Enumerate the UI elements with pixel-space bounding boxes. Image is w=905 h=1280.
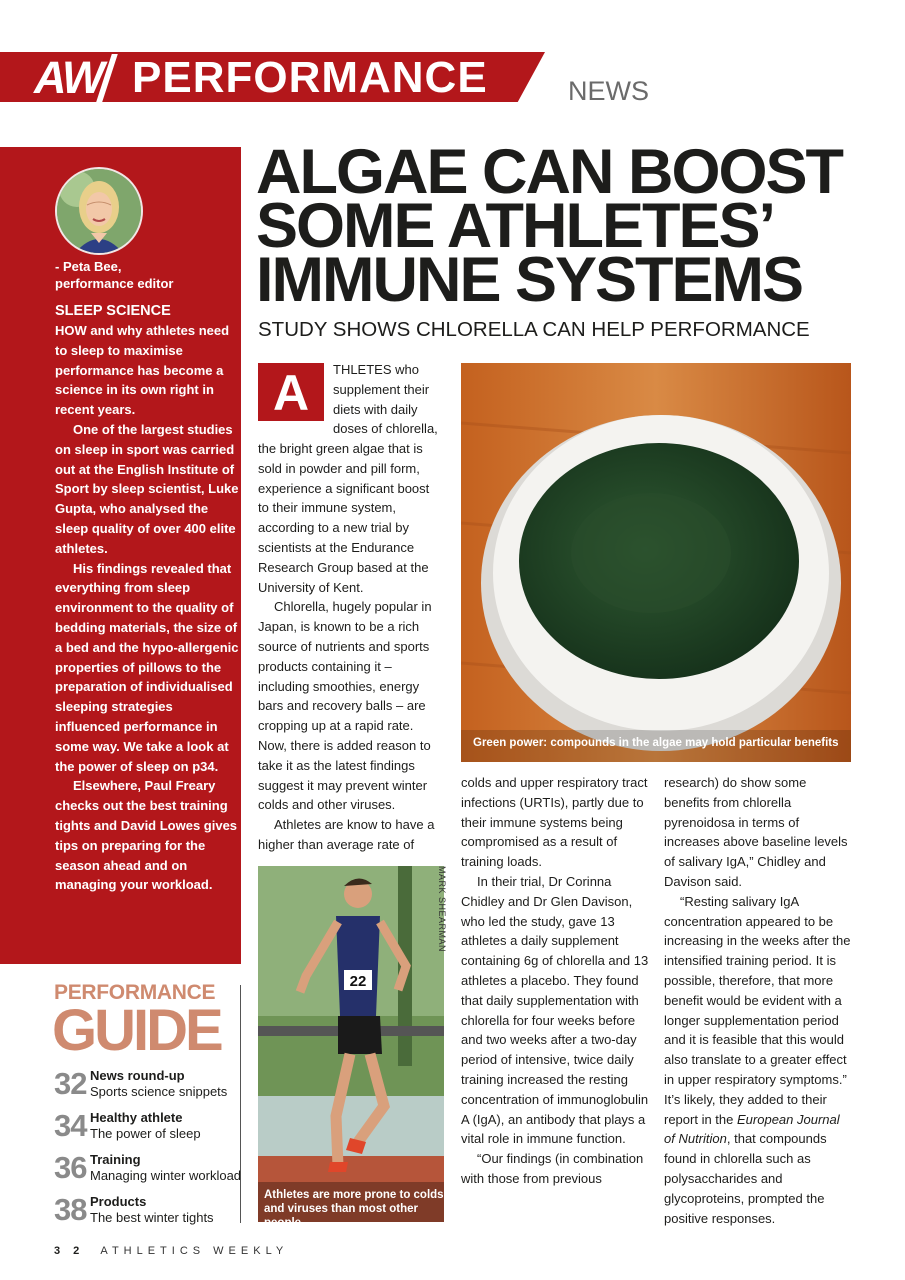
guide-item-title[interactable]: Training [90,1152,141,1167]
page-footer [54,1245,288,1257]
headline-line: ALGAE CAN BOOST [256,137,843,207]
sidebar-heading: SLEEP SCIENCE [55,303,171,319]
photo-credit: MARK SHEARMAN [437,866,447,953]
runner-photo [258,866,444,1222]
guide-item-title[interactable]: News round-up [90,1068,185,1083]
guide-item-sub: The power of sleep [90,1126,201,1141]
guide-title: PERFORMANCE [54,981,216,1004]
article-subhead: STUDY SHOWS CHLORELLA CAN HELP PERFORMANCE [258,318,810,341]
journal-title: European Journal of Nutrition [664,1111,840,1147]
drop-cap: A [258,363,324,421]
guide-item-title[interactable]: Products [90,1194,147,1209]
photo-caption: Athletes are more prone to colds and viruses than most other people [264,1189,444,1229]
author-role: performance editor [55,276,174,291]
sidebar-paragraph: His findings revealed that everything from sleep environment to the quality of bedding materials, the size of a bed and the hypo-allergenic properties of pillows to the preparation of individualised sleeping strategies influenced performance in some way. We take a look at the power of sleep on p34. [55,560,239,774]
headline-line: IMMUNE SYSTEMS [256,245,803,315]
guide-item-sub: Managing winter workload [90,1168,242,1183]
guide-item-sub: The best winter tights [90,1210,214,1225]
photo-caption: Green power: compounds in the algae may hold particular benefits [473,737,839,749]
sidebar-paragraph: HOW and why athletes need to sleep to maximise performance has become a science in its own right in recent years. [55,323,230,418]
article-column-1 [258,439,440,855]
article-paragraph: In their trial, Dr Corinna Chidley and Dr Glen Davison, who led the study, gave 13 athletes a daily supplement containing 6g of chlorella and 13 athletes a placebo. They found that daily supplementation with chlorella for four weeks before and two weeks after a two-day period of intensive, twice daily training increased the resting concentration of immunoglobulin A (IgA), an antibody that plays a vital role in immune function. [461,873,649,1147]
article-headline [256,137,896,315]
guide-page-number: 38 [54,1192,87,1227]
guide-item-title[interactable]: Healthy athlete [90,1110,183,1125]
section-title: PERFORMANCE [132,53,488,102]
article-paragraph: Chlorella, hugely popular in Japan, is known to be a rich source of nutrients and sports products containing it – including smoothies, energy bars and recovery balls – are cropping up at a rapid rate. Now, there is added reason to take it as the latest findings suggest it may prevent winter colds and other viruses. [258,599,432,813]
publication-name: ATHLETICS WEEKLY [100,1245,289,1257]
avatar [55,167,143,255]
article-column-2 [461,773,649,1189]
article-paragraph: the bright green algae that is sold in powder and pill form, experience a significant boost to their immune system, according to a new trial by scientists at the Endurance Research Group based at the University of Kent. [258,441,430,595]
guide-heading: GUIDE [52,998,221,1063]
paragraph-text: , that compounds found in chlorella such as polysaccharides and glycoproteins, prompted the positive responses. [664,1131,827,1226]
article-paragraph [664,892,854,1229]
article-column-3 [664,773,854,1228]
page-number: 3 2 [54,1245,85,1257]
news-label: NEWS [568,76,649,106]
guide-divider [240,985,241,1223]
guide-page-number: 34 [54,1108,87,1143]
paragraph-text: “Resting salivary IgA concentration appeared to be increasing in the weeks after the intensified training period. It is possible, therefore, that more benefit would be evident with a longer supplementation period and it is feasible that this would also translate to a greater effect in upper respiratory symptoms.” It’s likely, they added to their report in the [664,893,851,1127]
guide-item-sub: Sports science snippets [90,1084,228,1099]
chlorella-photo [461,363,851,762]
sidebar-text [55,321,239,895]
article-paragraph: colds and upper respiratory tract infections (URTIs), partly due to their immune systems being compromised as a result of training loads. [461,775,648,870]
bib-number: 22 [349,973,367,990]
sidebar-paragraph: Elsewhere, Paul Freary checks out the best training tights and David Lowes gives tips on preparing for the season ahead and on managing your workload. [55,778,238,893]
brand-logo: AW [34,52,103,103]
article-paragraph: research) do show some benefits from chlorella pyrenoidosa in terms of increases above baseline levels of salivary IgA,” Chidley and Davison said. [664,775,848,889]
guide-page-number: 32 [54,1066,87,1101]
author-byline [55,258,235,292]
article-paragraph: Athletes are know to have a higher than average rate of [258,817,435,852]
column-1-lead: THLETES who supplement their diets with daily doses of chlorella, [333,362,438,437]
guide-page-number: 36 [54,1150,87,1185]
sidebar-paragraph: One of the largest studies on sleep in sport was carried out at the English Institute of Sport by sleep scientist, Luke Gupta, who analysed the sleep quality of over 400 elite athletes. [55,421,239,556]
article-paragraph: “Our findings (in combination with those from previous [461,1151,644,1186]
author-name: - Peta Bee, [55,259,122,274]
headline-line: SOME ATHLETES’ [256,191,775,261]
